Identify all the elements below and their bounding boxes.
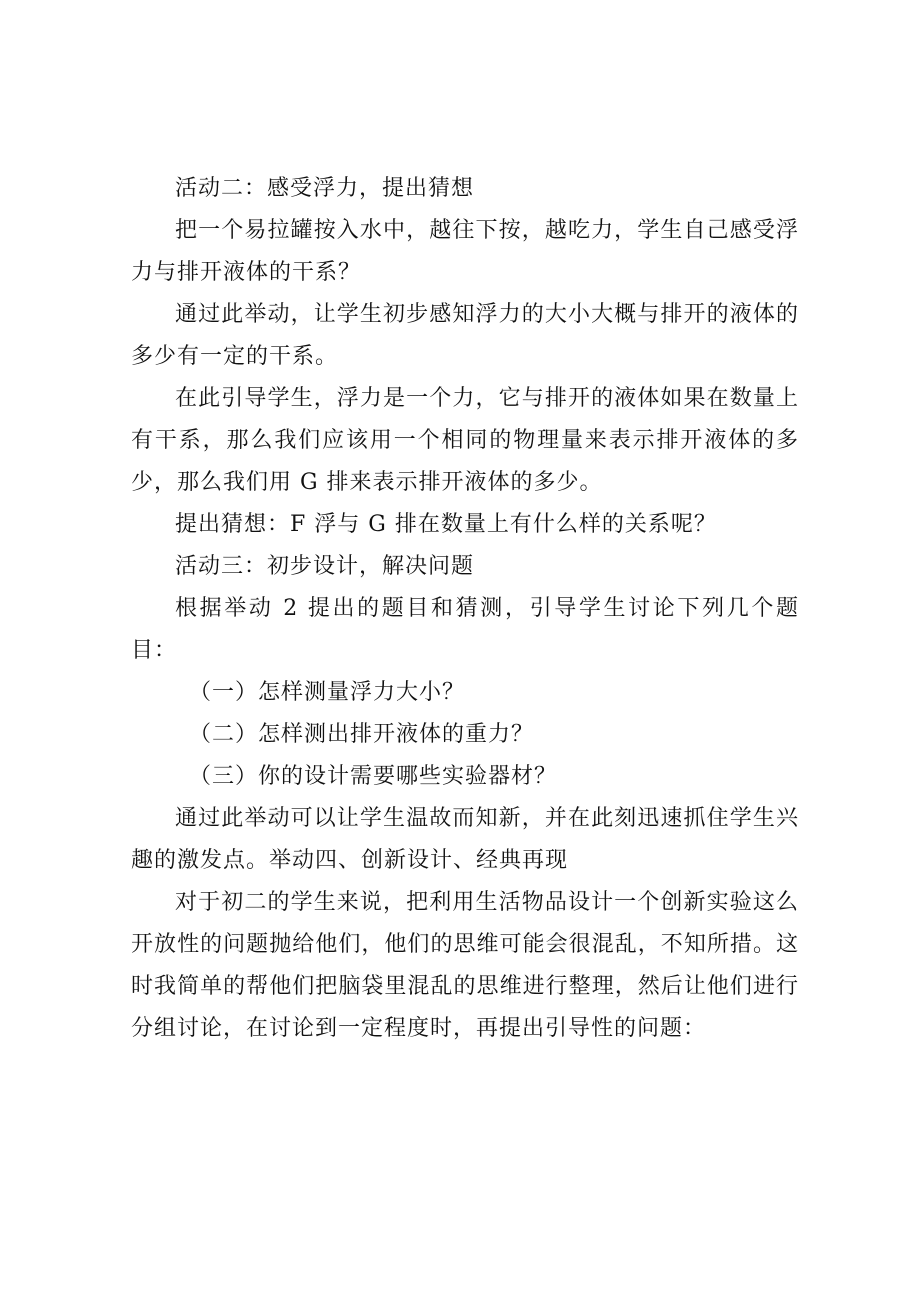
heading-activity-three: 活动三：初步设计，解决问题 [175,554,475,579]
list-item: （一）怎样测量浮力大小？ [189,680,466,705]
document-body [131,168,799,1050]
paragraph: 把一个易拉罐按入水中，越往下按，越吃力，学生自己感受浮力与排开液体的干系？ [131,218,799,285]
paragraph: 根据举动 2 提出的题目和猜测，引导学生讨论下列几个题目： [131,596,799,663]
heading-activity-two: 活动二：感受浮力，提出猜想 [175,176,475,201]
paragraph: 通过此举动，让学生初步感知浮力的大小大概与排开的液体的多少有一定的干系。 [131,302,799,369]
paragraph: 通过此举动可以让学生温故而知新，并在此刻迅速抓住学生兴趣的激发点。举动四、创新设计、经典再现 [131,806,799,873]
list-item: （三）你的设计需要哪些实验器材？ [189,764,558,789]
paragraph-hypothesis: 提出猜想：F 浮与 G 排在数量上有什么样的关系呢？ [175,512,717,537]
paragraph: 对于初二的学生来说，把利用生活物品设计一个创新实验这么开放性的问题抛给他们，他们的思维可能会很混乱，不知所措。这时我简单的帮他们把脑袋里混乱的思维进行整理，然后让他们进行分组讨论，在讨论到一定程度时，再提出引导性的问题： [131,890,799,1041]
list-item: （二）怎样测出排开液体的重力？ [189,722,535,747]
paragraph: 在此引导学生，浮力是一个力，它与排开的液体如果在数量上有干系，那么我们应该用一个相同的物理量来表示排开液体的多少，那么我们用 G 排来表示排开液体的多少。 [131,386,799,495]
